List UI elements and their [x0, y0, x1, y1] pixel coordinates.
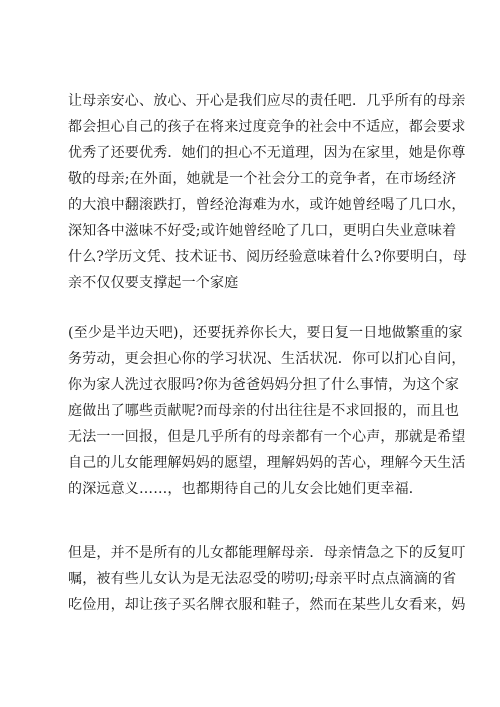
text-line: 的大浪中翻滚跌打，曾经沧海难为水，或许她曾经喝了几口水，: [68, 197, 466, 213]
text-line: 吃俭用，却让孩子买名牌衣服和鞋子，然而在某些儿女看来，妈: [68, 597, 466, 613]
text-line: 什么?学历文凭、技术证书、阅历经验意味着什么?你要明白，母: [68, 249, 467, 265]
text-line: 无法一一回报，但是几乎所有的母亲都有一个心声，那就是希望: [68, 429, 466, 445]
text-line: 亲不仅仅要支撑起一个家庭: [68, 275, 239, 291]
text-line: 庭做出了哪些贡献呢?而母亲的付出往往是不求回报的，而且也: [68, 403, 460, 419]
text-line: 的深远意义……，也都期待自己的儿女会比她们更幸福．: [68, 481, 423, 497]
text-line: 都会担心自己的孩子在将来过度竞争的社会中不适应，都会要求: [68, 119, 466, 135]
text-line: 自己的儿女能理解妈妈的愿望，理解妈妈的苦心，理解今天生活: [68, 455, 466, 471]
paragraph: [68, 540, 466, 618]
text-line: 务劳动，更会担心你的学习状况、生活状况．你可以扪心自问，: [68, 351, 466, 367]
text-line: 敬的母亲;在外面，她就是一个社会分工的竞争者，在市场经济: [68, 171, 457, 187]
text-line: 但是，并不是所有的儿女都能理解母亲．母亲情急之下的反复叮: [68, 545, 466, 561]
text-line: 优秀了还要优秀．她们的担心不无道理，因为在家里，她是你尊: [68, 145, 466, 161]
text-line: 嘱，被有些儿女认为是无法忍受的唠叨;母亲平时点点滴滴的省: [68, 571, 457, 587]
text-line: (至少是半边天吧)，还要抚养你长大，要日复一日地做繁重的家: [68, 325, 463, 341]
text-line: 深知各中滋味不好受;或许她曾经呛了几口，更明白失业意味着: [68, 223, 457, 239]
paragraph: [68, 320, 466, 502]
text-line: 让母亲安心、放心、开心是我们应尽的责任吧．几乎所有的母亲: [68, 93, 466, 109]
text-line: 你为家人洗过衣服吗?你为爸爸妈妈分担了什么事情，为这个家: [68, 377, 460, 393]
paragraph: [68, 88, 467, 296]
